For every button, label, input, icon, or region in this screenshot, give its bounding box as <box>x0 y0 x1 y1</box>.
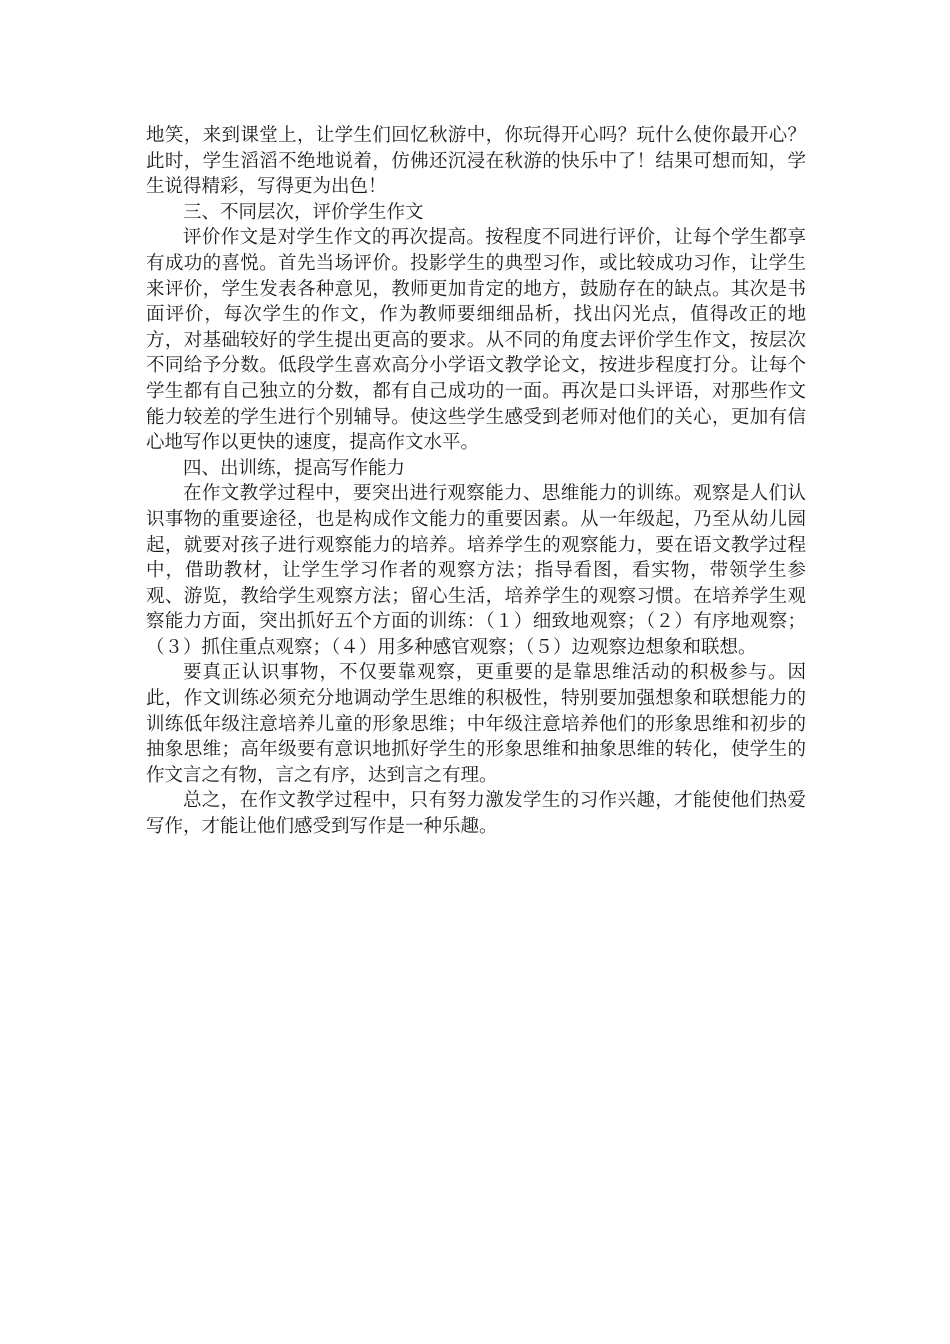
paragraph-thinking: 要真正认识事物，不仅要靠观察，更重要的是靠思维活动的积极参与。因此，作文训练必须充分地调动学生思维的积极性，特别要加强想象和联想能力的训练低年级注意培养儿童的形象思维；中年级注意培养他们的形象思维和初步的抽象思维；高年级要有意识地抓好学生的形象思维和抽象思维的转化，使学生的作文言之有物，言之有序，达到言之有理。 <box>146 662 806 786</box>
paragraph-evaluation: 评价作文是对学生作文的再次提高。按程度不同进行评价，让每个学生都享有成功的喜悦。首先当场评价。投影学生的典型习作，或比较成功习作，让学生来评价，学生发表各种意见，教师更加肯定的地方，鼓励存在的缺点。其次是书面评价，每次学生的作文，作为教师要细细品析，找出闪光点，值得改正的地方，对基础较好的学生提出更高的要求。从不同的角度去评价学生作文，按层次不同给予分数。低段学生喜欢高分小学语文教学论文，按进步程度打分。让每个学生都有自己独立的分数，都有自己成功的一面。再次是口头评语，对那些作文能力较差的学生进行个别辅导。使这些学生感受到老师对他们的关心，更加有信心地写作以更快的速度，提高作文水平。 <box>146 227 806 454</box>
section-heading-3: 三、不同层次，评价学生作文 <box>183 201 424 223</box>
document-body <box>146 123 806 840</box>
section-heading-4: 四、出训练，提高写作能力 <box>183 457 406 479</box>
paragraph-observation: 在作文教学过程中，要突出进行观察能力、思维能力的训练。观察是人们认识事物的重要途径，也是构成作文能力的重要因素。从一年级起，乃至从幼儿园起，就要对孩子进行观察能力的培养。培养学生的观察能力，要在语文教学过程中，借助教材，让学生学习作者的观察方法；指导看图，看实物，带领学生参观、游览，教给学生观察方法；留心生活，培养学生的观察习惯。在培养学生观察能力方面，突出抓好五个方面的训练：（１）细致地观察；（２）有序地观察；（３）抓住重点观察；（４）用多种感官观察；（５）边观察边想象和联想。 <box>146 483 806 658</box>
paragraph-continuation: 地笑，来到课堂上，让学生们回忆秋游中，你玩得开心吗？玩什么使你最开心？此时，学生滔滔不绝地说着，仿佛还沉浸在秋游的快乐中了！结果可想而知，学生说得精彩，写得更为出色！ <box>146 125 806 198</box>
paragraph-conclusion: 总之，在作文教学过程中，只有努力激发学生的习作兴趣，才能使他们热爱写作，才能让他们感受到写作是一种乐趣。 <box>146 790 806 838</box>
